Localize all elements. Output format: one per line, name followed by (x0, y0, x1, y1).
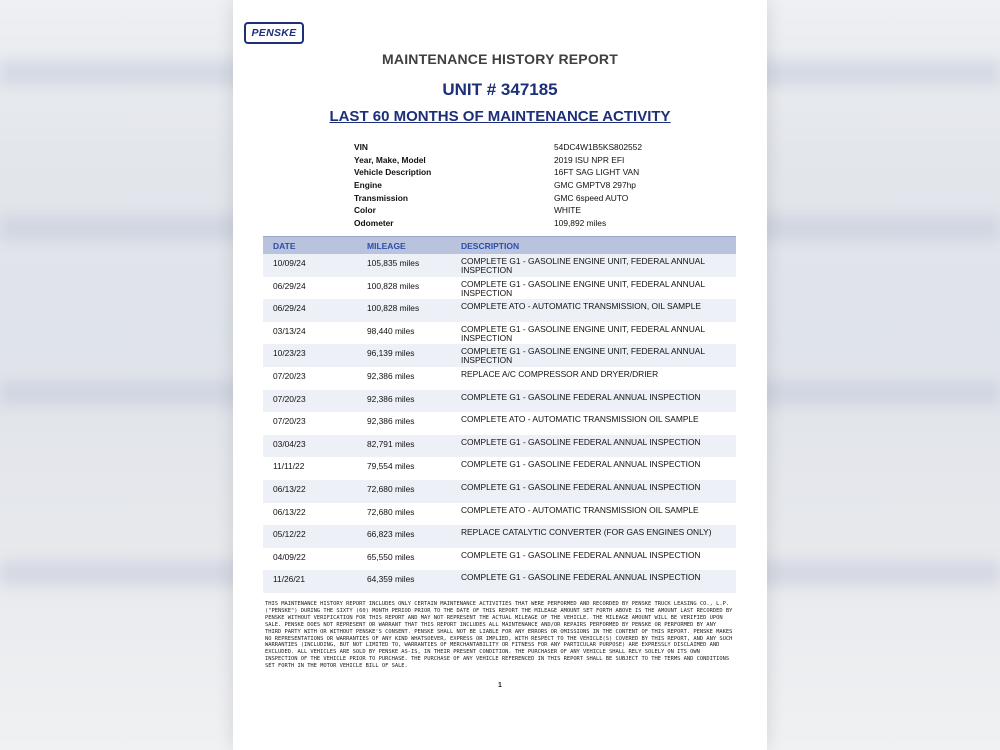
row-description: COMPLETE G1 - GASOLINE FEDERAL ANNUAL INSPECTION (461, 391, 701, 402)
vehicle-spec-value: 54DC4W1B5KS802552 (554, 142, 642, 152)
row-date: 03/13/24 (273, 325, 306, 336)
vehicle-spec-value: 109,892 miles (554, 218, 607, 229)
row-mileage: 105,835 miles (367, 258, 420, 268)
row-description: COMPLETE G1 - GASOLINE FEDERAL ANNUAL INSPECTION (461, 481, 701, 492)
vehicle-spec-row (354, 205, 654, 218)
header-description: DESCRIPTION (461, 241, 520, 251)
table-row (263, 435, 736, 458)
table-row (263, 457, 736, 480)
row-description: REPLACE CATALYTIC CONVERTER (FOR GAS ENGINES ONLY) (461, 527, 712, 538)
report-title: MAINTENANCE HISTORY REPORT (382, 51, 618, 67)
row-description: COMPLETE G1 - GASOLINE FEDERAL ANNUAL INSPECTION (461, 549, 701, 560)
vehicle-spec-label: Year, Make, Model (354, 154, 426, 165)
vehicle-spec-label: Odometer (354, 218, 394, 229)
row-description: COMPLETE ATO - AUTOMATIC TRANSMISSION OIL SAMPLE (461, 414, 699, 425)
row-mileage: 82,791 miles (367, 438, 415, 449)
row-date: 04/09/22 (273, 551, 306, 562)
table-row (263, 344, 736, 367)
table-row (263, 390, 736, 413)
header-date: DATE (273, 241, 296, 251)
disclaimer-text: THIS MAINTENANCE HISTORY REPORT INCLUDES ONLY CERTAIN MAINTENANCE ACTIVITIES THAT WERE PERFORMED AND RECORDED BY PENSKE TRUCK LEASING CO., L.P. ("PENSKE") DURING THE SIXTY (60) MONTH PERIOD PRIOR TO THE DATE OF THIS REPORT THE MILEAGE AMOUNT SET FORTH ABOVE IS THE AMOUNT LAST RECORDED BY PENSKE WITHOUT VERIFICATION FOR THIS REPORT AND MAY NOT REPRESENT THE ACTUAL MILEAGE OF THE VEHICLE. THE MILEAGE AMOUNT WILL BE VERIFIED UPON SALE. PENSKE DOES NOT REPRESENT OR WARRANT THAT THIS REPORT INCLUDES ALL MAINTENANCE AND/OR REPAIRS PERFORMED BY PENSKE OR PERFORMED BY ANY THIRD PARTY WITH OR WITHOUT PENSKE'S CONSENT. PENSKE SHALL NOT BE LIABLE FOR ANY ERRORS OR OMISSIONS IN THE CONTENT OF THIS REPORT. PENSKE MAKES NO REPRESENTATIONS OR WARRANTIES OF ANY KIND WHATSOEVER, EXPRESS OR IMPLIED, WITH RESPECT TO THE VEHICLE(S) COVERED BY THIS REPORT, AND ANY SUCH WARRANTIES (INCLUDING, BUT NOT LIMITED TO, WARRANTIES OF MERCHANTABILITY OR FITNESS FOR ANY PARTICULAR PURPOSE) ARE EXPRESSLY DISCLAIMED AND EXCLUDED. ALL VEHICLES ARE SOLD BY PENSKE AS-IS, IN THEIR PRESENT CONDITION. THE PURCHASER OF ANY VEHICLE SHALL RELY SOLELY ON ITS OWN INSPECTION OF THE VEHICLE PRIOR TO PURCHASE. THE PURCHASE OF ANY VEHICLE REFERENCED IN THIS REPORT SHALL BE SUBJECT TO THE TERMS AND CONDITIONS SET FORTH IN THE MOTOR VEHICLE BILL OF SALE. (265, 601, 733, 670)
row-date: 11/26/21 (273, 574, 305, 585)
vehicle-spec-row (354, 193, 654, 206)
vehicle-spec-row (354, 180, 654, 193)
row-date: 07/20/23 (273, 370, 306, 381)
table-row (263, 254, 736, 277)
row-date: 07/20/23 (273, 416, 306, 427)
table-row (263, 570, 736, 593)
row-description: COMPLETE G1 - GASOLINE FEDERAL ANNUAL INSPECTION (461, 572, 701, 583)
row-description: COMPLETE G1 - GASOLINE FEDERAL ANNUAL INSPECTION (461, 436, 701, 447)
vehicle-spec-row (354, 167, 654, 180)
row-mileage: 100,828 miles (367, 303, 420, 314)
table-row (263, 480, 736, 503)
vehicle-spec-label: Vehicle Description (354, 167, 432, 178)
row-mileage: 65,550 miles (367, 551, 415, 562)
row-description: REPLACE A/C COMPRESSOR AND DRYER/DRIER (461, 368, 659, 379)
row-date: 06/13/22 (273, 506, 306, 517)
row-date: 10/23/23 (273, 348, 306, 359)
vehicle-spec-value: GMC 6speed AUTO (554, 192, 629, 203)
row-mileage: 92,386 miles (367, 416, 415, 427)
row-description: COMPLETE G1 - GASOLINE FEDERAL ANNUAL INSPECTION (461, 459, 701, 470)
row-mileage: 92,386 miles (367, 393, 415, 404)
row-mileage: 98,440 miles (367, 325, 415, 336)
vehicle-spec-row (354, 218, 654, 231)
vehicle-spec-label: Transmission (354, 192, 408, 203)
row-date: 06/29/24 (273, 303, 306, 314)
row-date: 06/13/22 (273, 483, 306, 494)
unit-number: UNIT # 347185 (442, 80, 558, 99)
table-body (263, 254, 736, 593)
row-mileage: 92,386 miles (367, 370, 415, 381)
vehicle-spec-row (354, 142, 654, 155)
table-row (263, 412, 736, 435)
row-mileage: 100,828 miles (367, 280, 420, 291)
row-date: 11/11/22 (273, 461, 305, 472)
report-page (233, 0, 767, 750)
vehicle-specs (354, 142, 654, 231)
table-row (263, 548, 736, 571)
vehicle-spec-value: 16FT SAG LIGHT VAN (554, 167, 640, 178)
maintenance-table (263, 236, 736, 593)
row-description: COMPLETE ATO - AUTOMATIC TRANSMISSION OIL SAMPLE (461, 504, 699, 515)
row-mileage: 79,554 miles (367, 461, 415, 472)
table-row (263, 277, 736, 300)
row-description: COMPLETE G1 - GASOLINE ENGINE UNIT, FEDERAL ANNUAL INSPECTION (461, 323, 705, 343)
table-row (263, 299, 736, 322)
header-mileage: MILEAGE (367, 241, 406, 251)
vehicle-spec-label: Color (354, 205, 376, 216)
row-mileage: 66,823 miles (367, 529, 415, 540)
page-number: 1 (498, 682, 502, 689)
activity-title: LAST 60 MONTHS OF MAINTENANCE ACTIVITY (329, 108, 671, 125)
penske-logo (244, 22, 304, 44)
row-description: COMPLETE G1 - GASOLINE ENGINE UNIT, FEDERAL ANNUAL INSPECTION (461, 278, 705, 298)
row-mileage: 96,139 miles (367, 348, 415, 359)
row-mileage: 72,680 miles (367, 506, 415, 517)
row-date: 05/12/22 (273, 529, 306, 540)
row-description: COMPLETE G1 - GASOLINE ENGINE UNIT, FEDERAL ANNUAL INSPECTION (461, 346, 705, 366)
table-header (263, 236, 736, 254)
row-date: 06/29/24 (273, 280, 306, 291)
table-row (263, 525, 736, 548)
row-date: 07/20/23 (273, 393, 306, 404)
row-mileage: 72,680 miles (367, 483, 415, 494)
row-mileage: 64,359 miles (367, 574, 415, 585)
vehicle-spec-value: WHITE (554, 205, 581, 216)
row-date: 03/04/23 (273, 438, 306, 449)
logo-text: PENSKE (251, 27, 297, 39)
vehicle-spec-label: VIN (354, 142, 368, 152)
row-description: COMPLETE ATO - AUTOMATIC TRANSMISSION, OIL SAMPLE (461, 301, 701, 312)
row-description: COMPLETE G1 - GASOLINE ENGINE UNIT, FEDERAL ANNUAL INSPECTION (461, 256, 705, 275)
row-date: 10/09/24 (273, 258, 306, 268)
table-row (263, 367, 736, 390)
vehicle-spec-value: 2019 ISU NPR EFI (554, 154, 625, 165)
vehicle-spec-value: GMC GMPTV8 297hp (554, 180, 636, 191)
table-row (263, 503, 736, 526)
vehicle-spec-label: Engine (354, 180, 382, 191)
table-row (263, 322, 736, 345)
vehicle-spec-row (354, 155, 654, 168)
